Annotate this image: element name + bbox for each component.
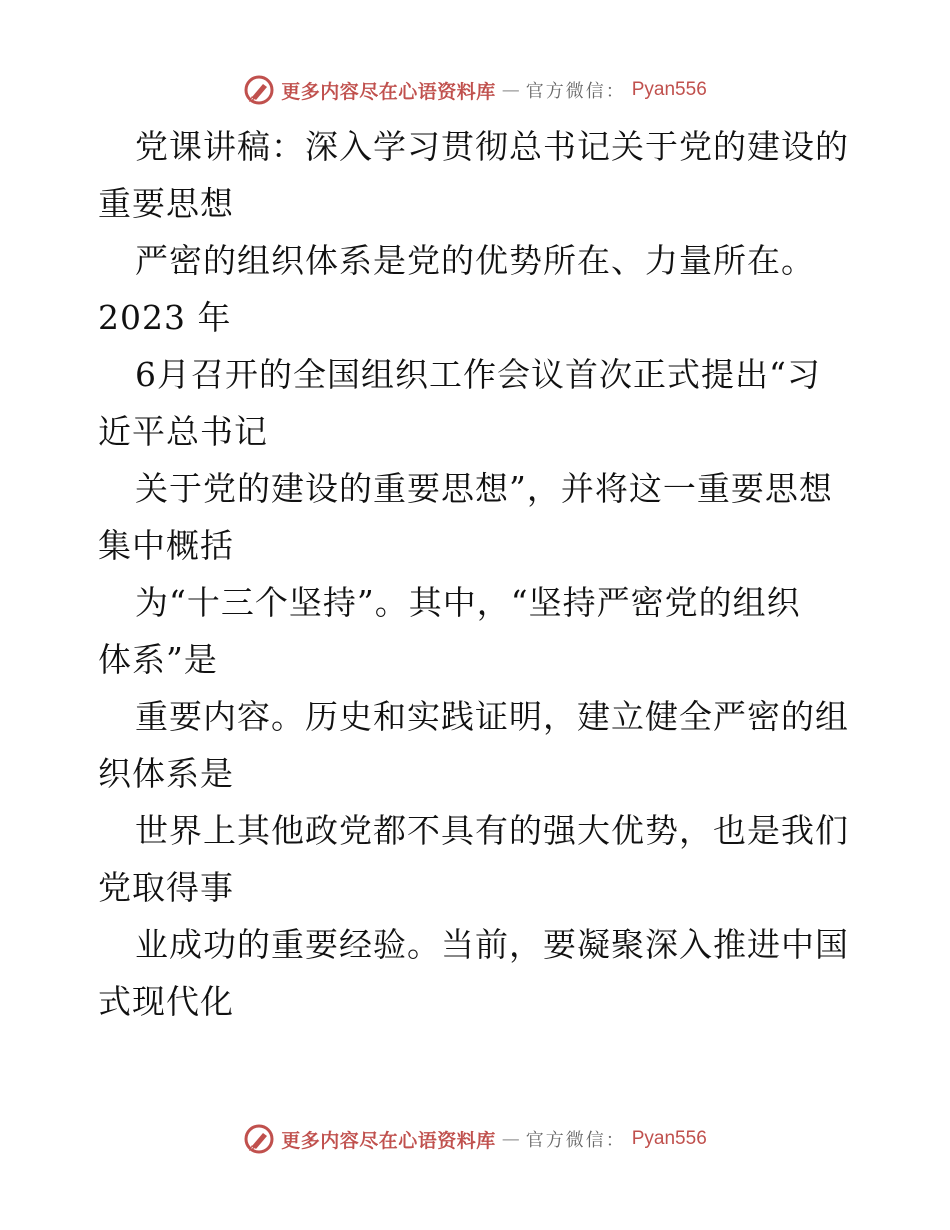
document-line: 党课讲稿：深入学习贯彻总书记关于党的建设的 (135, 127, 849, 166)
header-wechat-id: Pyan556 (631, 79, 707, 100)
document-line: 严密的组织体系是党的优势所在、力量所在。 (135, 241, 815, 280)
header-separator: — (501, 79, 520, 101)
document-line: 体系”是 (98, 640, 218, 679)
pen-logo-icon (243, 1123, 275, 1155)
document-line: 2023 年 (98, 298, 232, 337)
document-line: 重要内容。历史和实践证明，建立健全严密的组 (135, 697, 849, 736)
document-line: 集中概括 (98, 526, 234, 565)
document-line: 党取得事 (98, 868, 234, 907)
footer-wechat-label: 官方微信： (525, 1130, 626, 1151)
document-line: 世界上其他政党都不具有的强大优势，也是我们 (135, 811, 849, 850)
document-line: 重要思想 (98, 184, 234, 223)
footer-separator: — (501, 1128, 520, 1150)
document-line: 业成功的重要经验。当前，要凝聚深入推进中国 (135, 925, 849, 964)
document-line: 织体系是 (98, 754, 234, 793)
document-body (98, 118, 858, 1030)
document-line: 关于党的建设的重要思想”，并将这一重要思想 (135, 469, 833, 508)
document-line: 式现代化 (98, 982, 234, 1021)
footer-wechat-id: Pyan556 (631, 1128, 707, 1149)
header-wechat-label: 官方微信： (525, 81, 626, 102)
document-line: 为“十三个坚持”。其中，“坚持严密党的组织 (135, 583, 801, 622)
header-brand-text: 更多内容尽在心语资料库 (281, 80, 496, 103)
pen-logo-icon (243, 74, 275, 106)
header-banner (0, 70, 950, 110)
footer-banner (0, 1119, 950, 1159)
document-line: 近平总书记 (98, 412, 268, 451)
document-line: 6月召开的全国组织工作会议首次正式提出“习 (135, 355, 821, 394)
footer-brand-text: 更多内容尽在心语资料库 (281, 1129, 496, 1152)
